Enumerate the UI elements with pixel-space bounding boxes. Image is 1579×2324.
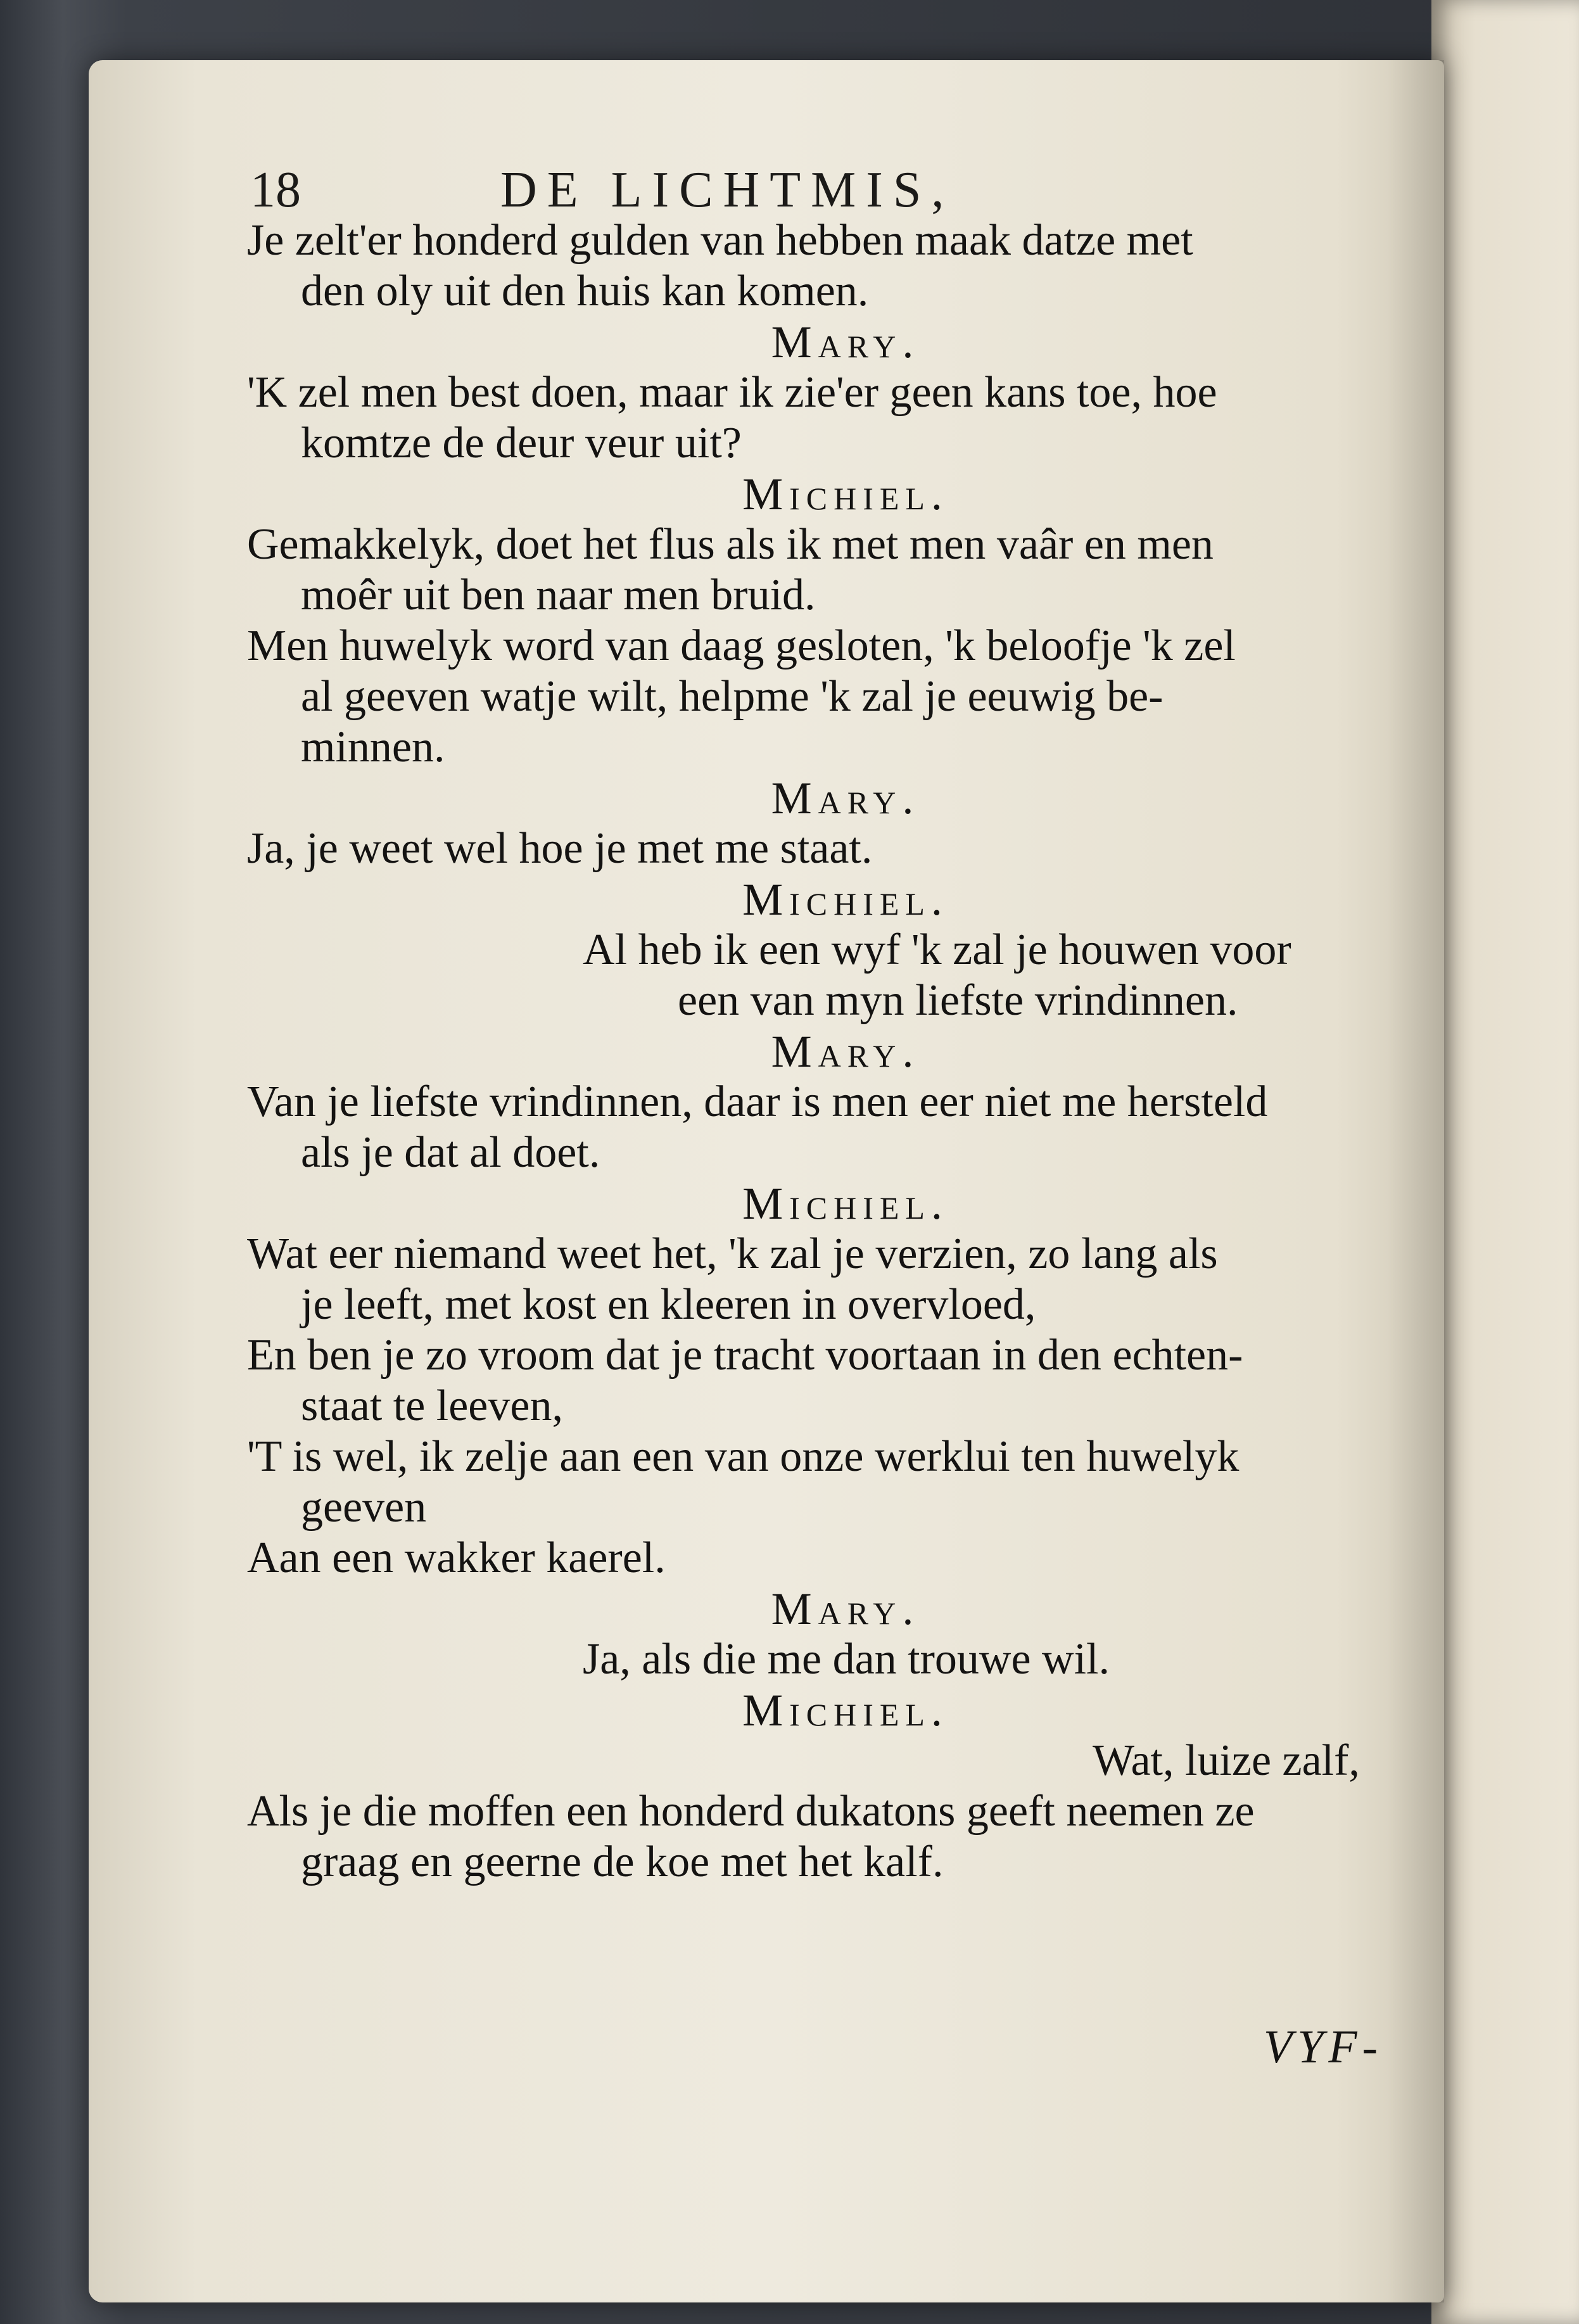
dialogue-line: Wat, luize zalf, xyxy=(1093,1736,1360,1785)
running-title: DE LICHTMIS, xyxy=(500,162,954,218)
dialogue-line: Ja, als die me dan trouwe wil. xyxy=(583,1635,1110,1684)
speaker-name: Michiel. xyxy=(742,1178,949,1229)
speaker-name: Michiel. xyxy=(742,874,949,925)
speaker-name: Mary. xyxy=(771,1026,920,1077)
dialogue-line: graag en geerne de koe met het kalf. xyxy=(301,1838,944,1886)
dialogue-line: minnen. xyxy=(301,723,445,771)
dialogue-line: je leeft, met kost en kleeren in overvloed, xyxy=(301,1280,1036,1329)
dialogue-line: komtze de deur veur uit? xyxy=(301,419,742,467)
page-number: 18 xyxy=(250,162,301,218)
dialogue-line: Van je liefste vrindinnen, daar is men eer niet me hersteld xyxy=(247,1077,1268,1126)
play-text xyxy=(247,215,1419,1888)
speaker-name: Mary. xyxy=(771,1584,920,1634)
page-header xyxy=(250,155,1390,225)
dialogue-line: Al heb ik een wyf 'k zal je houwen voor xyxy=(583,925,1291,974)
dialogue-line: Je zelt'er honderd gulden van hebben maak datze met xyxy=(247,216,1193,265)
dialogue-line: geeven xyxy=(301,1483,427,1532)
dialogue-line: Als je die moffen een honderd dukatons geeft neemen ze xyxy=(247,1787,1255,1836)
speaker-name: Michiel. xyxy=(742,469,949,519)
dialogue-line: 'K zel men best doen, maar ik zie'er geen kans toe, hoe xyxy=(247,368,1217,417)
dialogue-line: als je dat al doet. xyxy=(301,1128,600,1177)
catchword: VYF- xyxy=(1264,2021,1383,2073)
dialogue-line: een van myn liefste vrindinnen. xyxy=(678,976,1238,1025)
dialogue-line: Aan een wakker kaerel. xyxy=(247,1533,666,1582)
dialogue-line: moêr uit ben naar men bruid. xyxy=(301,571,816,619)
facing-page-edge xyxy=(1431,0,1579,2324)
dialogue-line: Men huwelyk word van daag gesloten, 'k beloofje 'k zel xyxy=(247,621,1236,670)
dialogue-line: Gemakkelyk, doet het flus als ik met men vaâr en men xyxy=(247,520,1214,569)
dialogue-line: Wat eer niemand weet het, 'k zal je verzien, zo lang als xyxy=(247,1229,1218,1278)
dialogue-line: Ja, je weet wel hoe je met me staat. xyxy=(247,824,873,873)
dialogue-line: 'T is wel, ik zelje aan een van onze werklui ten huwelyk xyxy=(247,1432,1240,1481)
dialogue-line: den oly uit den huis kan komen. xyxy=(301,267,869,315)
speaker-name: Mary. xyxy=(771,317,920,367)
speaker-name: Michiel. xyxy=(742,1685,949,1736)
dialogue-line: al geeven watje wilt, helpme 'k zal je eeuwig be- xyxy=(301,672,1164,721)
dialogue-line: staat te leeven, xyxy=(301,1381,563,1430)
speaker-name: Mary. xyxy=(771,773,920,823)
dialogue-line: En ben je zo vroom dat je tracht voortaan in den echten- xyxy=(247,1331,1243,1380)
